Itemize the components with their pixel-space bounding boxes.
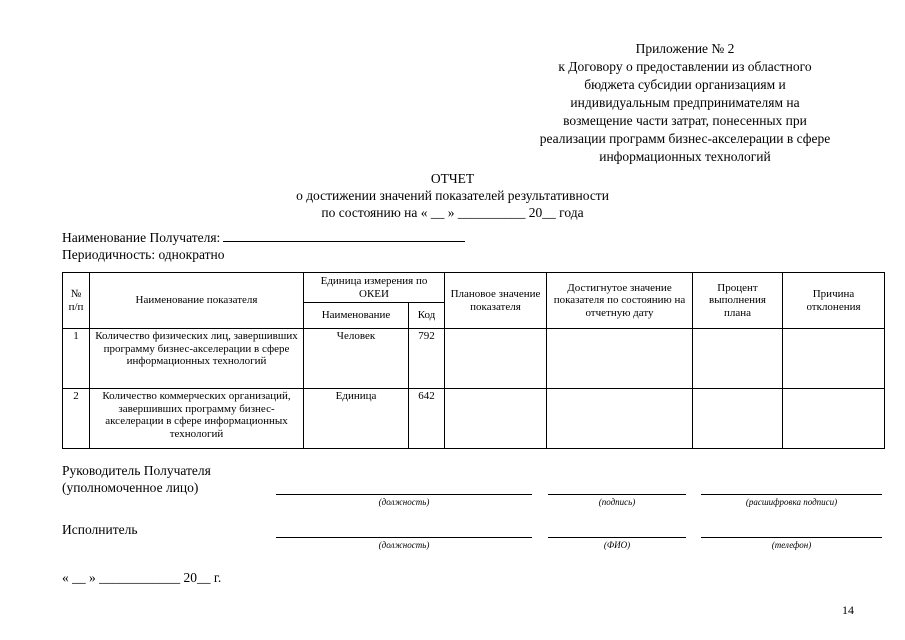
appendix-line: к Договору о предоставлении из областного: [558, 59, 812, 74]
cell-unit-code: 642: [409, 389, 445, 449]
appendix-block: [515, 40, 855, 166]
head-label-line2: (уполномоченное лицо): [62, 480, 199, 495]
cell-planned[interactable]: [445, 389, 547, 449]
report-title: ОТЧЕТ: [430, 171, 475, 186]
date-line: « __ » ____________ 20__ г.: [62, 570, 222, 585]
table-row: [63, 329, 885, 389]
executor-position-line[interactable]: [276, 537, 532, 538]
appendix-line: реализации программ бизнес-акселерации в сфере: [539, 131, 831, 146]
header-unit-name: Наименование: [304, 303, 409, 329]
cell-reason[interactable]: [783, 329, 885, 389]
header-reason: Причина отклонения: [783, 273, 885, 329]
head-decoding-line[interactable]: [701, 494, 882, 495]
caption-decoding: (расшифровка подписи): [745, 497, 838, 507]
caption-position: (должность): [378, 540, 430, 550]
cell-name: Количество физических лиц, завершивших программу бизнес-акселерации в сфере информационных технологий: [90, 329, 304, 389]
caption-signature: (подпись): [598, 497, 636, 507]
cell-percent[interactable]: [693, 389, 783, 449]
header-percent: Процент выполнения плана: [693, 273, 783, 329]
appendix-line: бюджета субсидии организациям и: [584, 77, 786, 92]
recipient-field[interactable]: [223, 230, 465, 242]
cell-num: 1: [63, 329, 90, 389]
appendix-line: информационных технологий: [599, 149, 771, 164]
indicators-table: [62, 272, 885, 449]
cell-achieved[interactable]: [547, 389, 693, 449]
head-label-line1: Руководитель Получателя: [62, 463, 211, 478]
executor-phone-line[interactable]: [701, 537, 882, 538]
cell-unit-name: Человек: [304, 329, 409, 389]
cell-num: 2: [63, 389, 90, 449]
recipient-row: [62, 230, 465, 246]
executor-name-line[interactable]: [548, 537, 686, 538]
appendix-line: возмещение части затрат, понесенных при: [563, 113, 807, 128]
caption-phone: (телефон): [771, 540, 812, 550]
cell-reason[interactable]: [783, 389, 885, 449]
table-row: [63, 389, 885, 449]
executor-label: Исполнитель: [62, 522, 138, 537]
header-name: Наименование показателя: [90, 273, 304, 329]
cell-planned[interactable]: [445, 329, 547, 389]
appendix-line: Приложение № 2: [635, 41, 735, 56]
header-unit-code: Код: [409, 303, 445, 329]
page-number: 14: [842, 603, 854, 617]
header-achieved: Достигнутое значение показателя по состоянию на отчетную дату: [547, 273, 693, 329]
report-subtitle: о достижении значений показателей результативности: [296, 188, 609, 203]
appendix-line: индивидуальным предпринимателям на: [570, 95, 800, 110]
header-unit: Единица измерения по ОКЕИ: [304, 273, 445, 303]
cell-achieved[interactable]: [547, 329, 693, 389]
header-planned: Плановое значение показателя: [445, 273, 547, 329]
recipient-label: Наименование Получателя:: [62, 230, 221, 245]
caption-position: (должность): [378, 497, 430, 507]
head-position-line[interactable]: [276, 494, 532, 495]
cell-percent[interactable]: [693, 329, 783, 389]
periodicity: Периодичность: однократно: [62, 247, 225, 262]
cell-unit-code: 792: [409, 329, 445, 389]
report-as-of: по состоянию на « __ » __________ 20__ года: [321, 205, 584, 220]
head-signature-line[interactable]: [548, 494, 686, 495]
header-num: № п/п: [63, 273, 90, 329]
caption-full-name: (ФИО): [603, 540, 631, 550]
cell-unit-name: Единица: [304, 389, 409, 449]
cell-name: Количество коммерческих организаций, завершивших программу бизнес-акселерации в сфере информационных технологий: [90, 389, 304, 449]
